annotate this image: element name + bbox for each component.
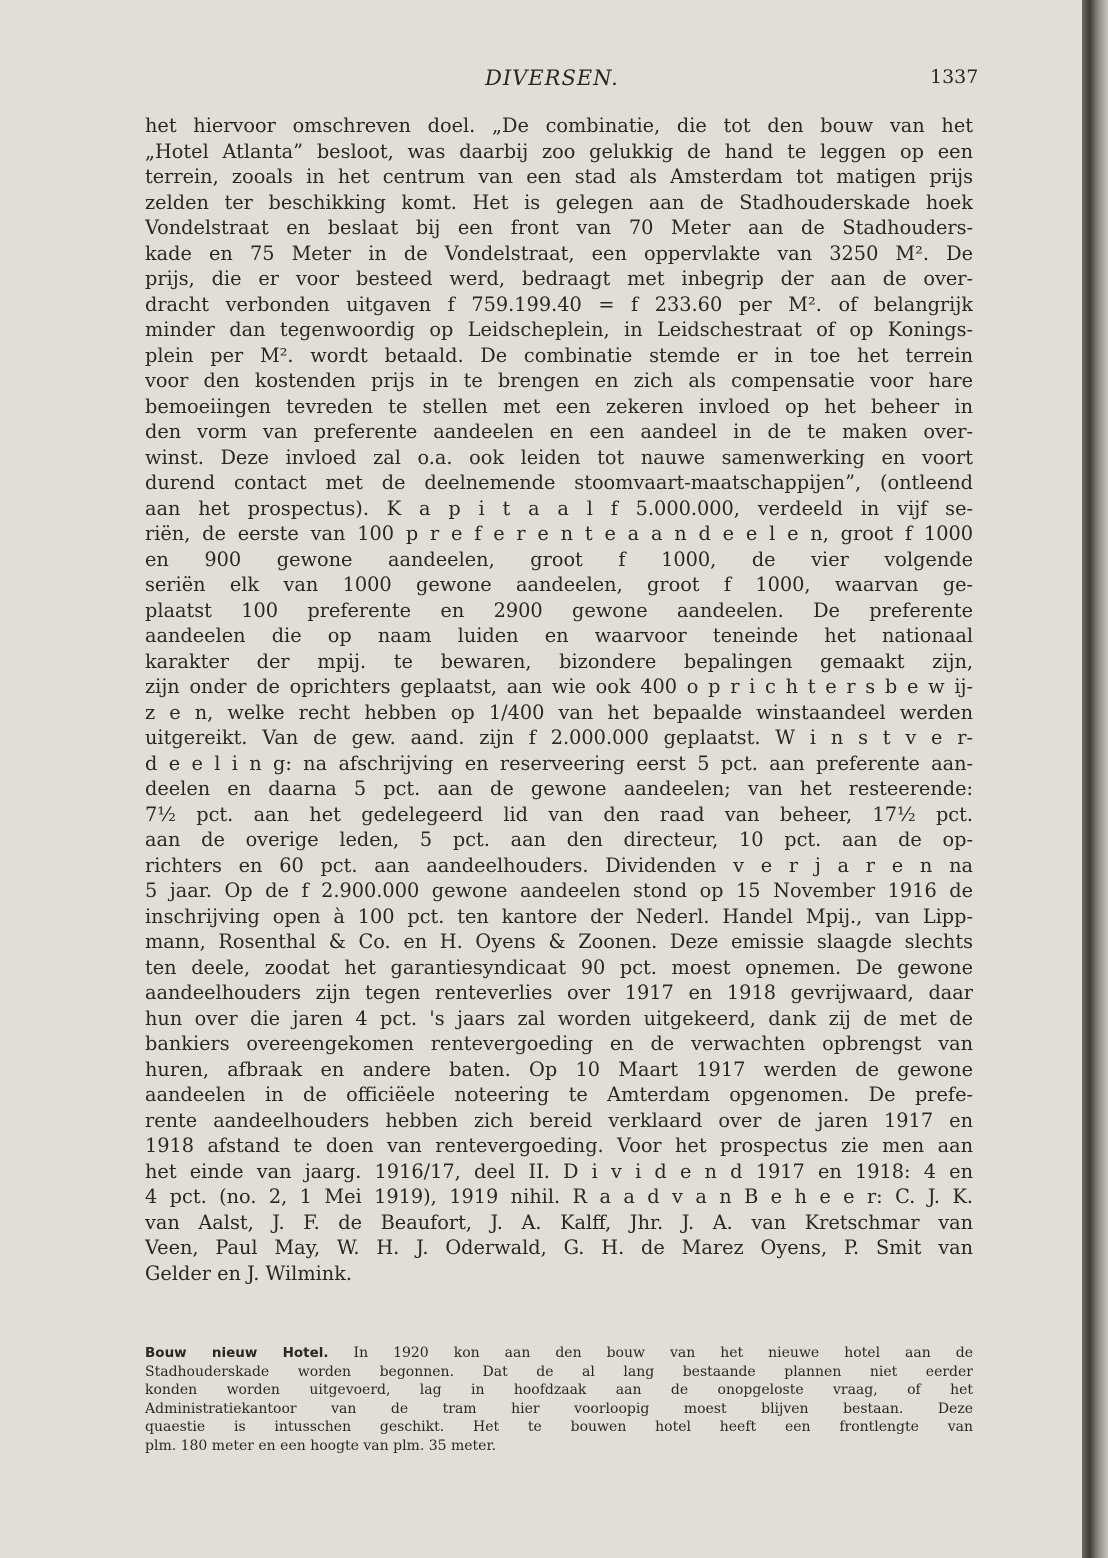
footnote-line xyxy=(145,1344,973,1363)
text-line: dracht verbonden uitgaven f 759.199.40 = f 233.60 per M². of belangrijk xyxy=(145,292,973,316)
footnote-line: Stadhouderskade worden begonnen. Dat de al lang bestaande plannen niet eerder xyxy=(145,1363,973,1380)
text-line: seriën elk van 1000 gewone aandeelen, groot f 1000, waarvan ge- xyxy=(145,573,973,596)
footnote-section xyxy=(145,1344,973,1455)
text-line: plaatst 100 preferente en 2900 gewone aandeelen. De preferente xyxy=(145,598,973,622)
footnote-line: quaestie is intusschen geschikt. Het te bouwen hotel heeft een frontlengte van xyxy=(145,1419,973,1435)
text-line: prijs, die er voor besteed werd, bedraagt met inbegrip der aan de over- xyxy=(145,267,973,290)
text-line: aan het prospectus). K a p i t a a l f 5.000.000, verdeeld in vijf se- xyxy=(145,496,973,520)
text-line: kade en 75 Meter in de Vondelstraat, een oppervlakte van 3250 M². De xyxy=(145,241,973,265)
text-line: karakter der mpij. te bewaren, bizondere bepalingen gemaakt zijn, xyxy=(145,649,973,673)
text-line: plein per M². wordt betaald. De combinatie stemde er in toe het terrein xyxy=(145,343,973,367)
text-line: het hiervoor omschreven doel. „De combinatie, die tot den bouw van het xyxy=(145,114,973,137)
page-number: 1337 xyxy=(930,66,979,88)
text-line: rente aandeelhouders hebben zich bereid verklaard over de jaren 1917 en xyxy=(145,1108,973,1132)
text-line: van Aalst, J. F. de Beaufort, J. A. Kalff, Jhr. J. A. van Kretschmar van xyxy=(145,1210,973,1234)
text-line: 7½ pct. aan het gedelegeerd lid van den raad van beheer, 17½ pct. xyxy=(145,802,973,826)
text-line: zelden ter beschikking komt. Het is gelegen aan de Stadhouderskade hoek xyxy=(145,190,973,214)
page-binding-edge xyxy=(1082,0,1108,1558)
text-line: en 900 gewone aandeelen, groot f 1000, de vier volgende xyxy=(145,547,973,571)
text-line: hun over die jaren 4 pct. 's jaars zal worden uitgekeerd, dank zij de met de xyxy=(145,1006,973,1030)
text-line: mann, Rosenthal & Co. en H. Oyens & Zoonen. Deze emissie slaagde slechts xyxy=(145,930,973,953)
text-line: het einde van jaarg. 1916/17, deel II. D i v i d e n d 1917 en 1918: 4 en xyxy=(145,1159,973,1183)
text-line: d e e l i n g: na afschrijving en reserveering eerst 5 pct. aan preferente aan- xyxy=(145,751,973,775)
footnote-line: Administratiekantoor van de tram hier voorloopig moest blijven bestaan. Deze xyxy=(145,1400,973,1417)
text-line: bankiers overeengekomen rentevergoeding en de verwachten opbrengst van xyxy=(145,1032,973,1055)
text-line: huren, afbraak en andere baten. Op 10 Maart 1917 werden de gewone xyxy=(145,1057,973,1081)
footnote-line: konden worden uitgevoerd, lag in hoofdzaak aan de onopgeloste vraag, of het xyxy=(145,1382,973,1398)
text-line: aan de overige leden, 5 pct. aan den directeur, 10 pct. aan de op- xyxy=(145,828,973,851)
footnote-lines xyxy=(145,1363,973,1456)
text-line: deelen en daarna 5 pct. aan de gewone aandeelen; van het resteerende: xyxy=(145,777,973,800)
text-line: ten deele, zoodat het garantiesyndicaat 90 pct. moest opnemen. De gewone xyxy=(145,955,973,979)
body-paragraph xyxy=(145,113,973,1286)
text-line: z e n, welke recht hebben op 1/400 van het bepaalde winstaandeel werden xyxy=(145,700,973,724)
text-line: durend contact met de deelnemende stoomvaart-maatschappijen”, (ontleend xyxy=(145,471,973,494)
text-line: winst. Deze invloed zal o.a. ook leiden tot nauwe samenwerking en voort xyxy=(145,445,973,469)
page-header xyxy=(0,66,1000,94)
text-line: richters en 60 pct. aan aandeelhouders. Dividenden v e r j a r e n na xyxy=(145,853,973,877)
text-line: aandeelen die op naam luiden en waarvoor teneinde het nationaal xyxy=(145,624,973,647)
text-line: bemoeiingen tevreden te stellen met een zekeren invloed op het beheer in xyxy=(145,394,973,418)
text-line: uitgereikt. Van de gew. aand. zijn f 2.000.000 geplaatst. W i n s t v e r- xyxy=(145,726,973,749)
footnote-heading: Bouw nieuw Hotel. xyxy=(145,1345,329,1361)
text-line: terrein, zooals in het centrum van een stad als Amsterdam tot matigen prijs xyxy=(145,165,973,188)
text-line: Vondelstraat en beslaat bij een front van 70 Meter aan de Stadhouders- xyxy=(145,216,973,239)
text-line: zijn onder de oprichters geplaatst, aan wie ook 400 o p r i c h t e r s b e w ij- xyxy=(145,675,973,698)
text-line: 5 jaar. Op de f 2.900.000 gewone aandeelen stond op 15 November 1916 de xyxy=(145,879,973,902)
text-line: den vorm van preferente aandeelen en een aandeel in de te maken over- xyxy=(145,420,973,443)
text-line: inschrijving open à 100 pct. ten kantore der Nederl. Handel Mpij., van Lipp- xyxy=(145,904,973,928)
text-line: aandeelen in de officiëele noteering te Amterdam opgenomen. De prefe- xyxy=(145,1083,973,1106)
text-line: Veen, Paul May, W. H. J. Oderwald, G. H. de Marez Oyens, P. Smit van xyxy=(145,1236,973,1259)
text-line: 1918 afstand te doen van rentevergoeding. Voor het prospectus zie men aan xyxy=(145,1134,973,1157)
text-line: riën, de eerste van 100 p r e f e r e n t e a a n d e e l e n, groot f 1000 xyxy=(145,522,973,545)
footnote-first-line-text: In 1920 kon aan den bouw van het nieuwe hotel aan de xyxy=(353,1345,973,1361)
text-line: „Hotel Atlanta” besloot, was daarbij zoo gelukkig de hand te leggen op een xyxy=(145,139,973,163)
running-title: DIVERSEN. xyxy=(485,66,619,90)
text-line: 4 pct. (no. 2, 1 Mei 1919), 1919 nihil. R a a d v a n B e h e e r: C. J. K. xyxy=(145,1185,973,1208)
text-line: minder dan tegenwoordig op Leidscheplein, in Leidschestraat of op Konings- xyxy=(145,318,973,341)
footnote-line: plm. 180 meter en een hoogte van plm. 35 meter. xyxy=(145,1437,497,1454)
text-line: Gelder en J. Wilmink. xyxy=(145,1261,353,1285)
text-line: voor den kostenden prijs in te brengen en zich als compensatie voor hare xyxy=(145,369,973,392)
text-line: aandeelhouders zijn tegen renteverlies over 1917 en 1918 gevrijwaard, daar xyxy=(145,981,973,1004)
